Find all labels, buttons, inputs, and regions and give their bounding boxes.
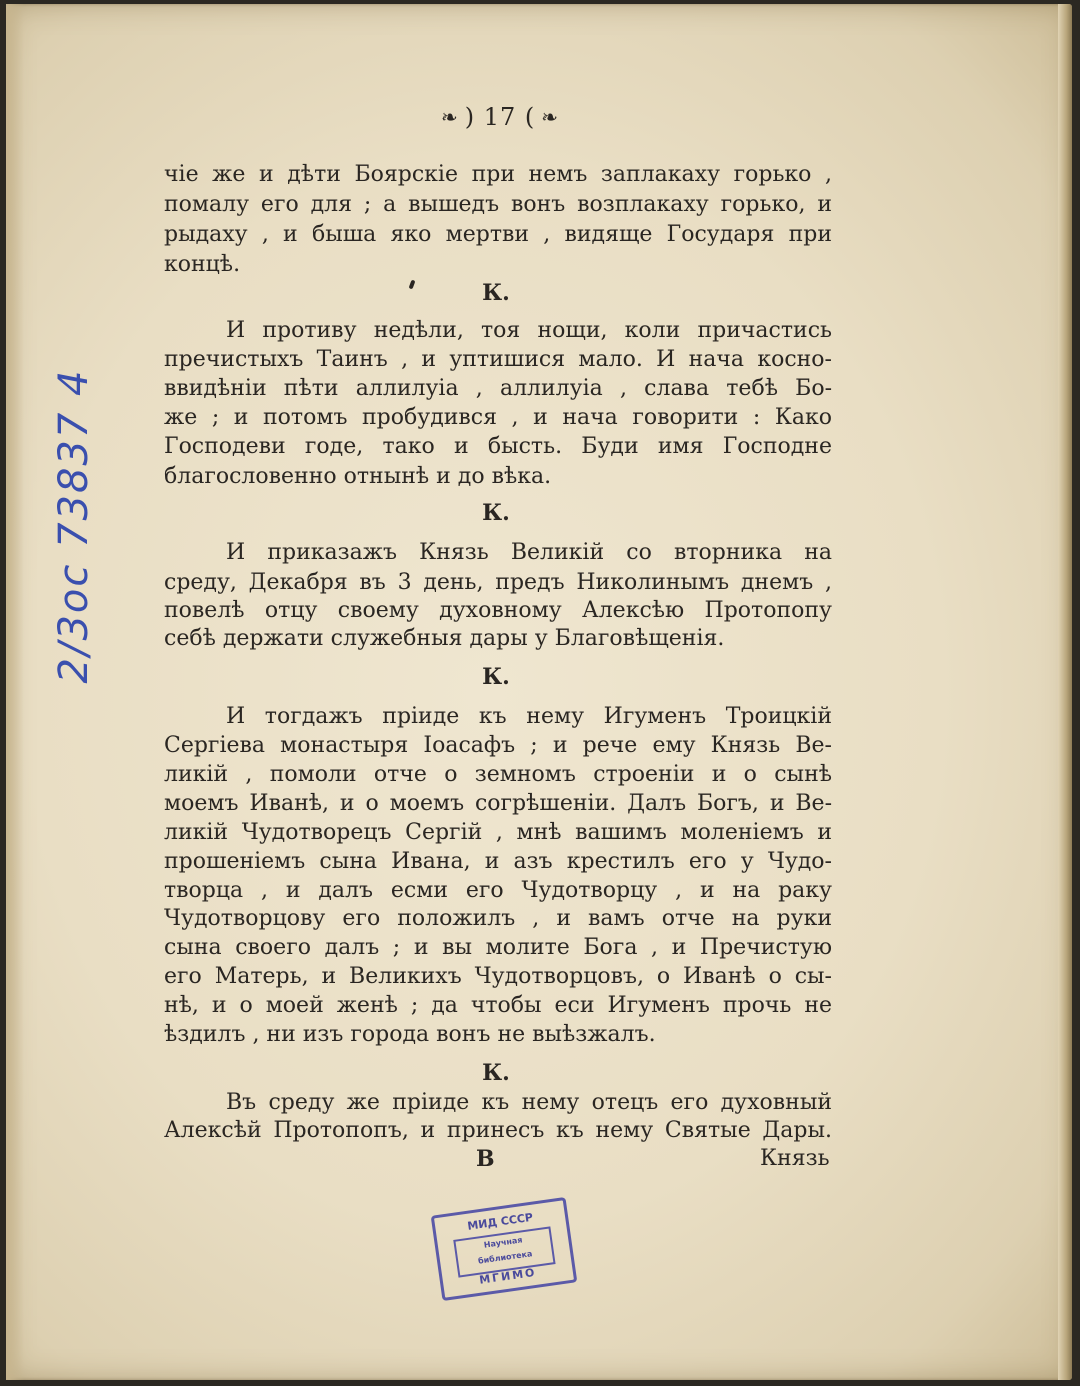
catchword-signature: В (476, 1146, 495, 1172)
page-gutter-shadow (6, 4, 24, 1380)
stamp-top-text: МИД СССР (466, 1210, 534, 1233)
section-heading: К. (482, 280, 510, 306)
book-page (6, 4, 1072, 1380)
text-line: чіе же и дѣти Боярскіе при немъ заплакаху горько , (164, 162, 832, 187)
section-heading: К. (482, 500, 510, 526)
text-line: концѣ. (164, 252, 241, 277)
stamp-line-2: библиотека (477, 1249, 533, 1266)
text-line: благословенно отнынѣ и до вѣка. (164, 464, 552, 489)
text-line: среду, Декабря въ 3 день, предъ Николинымъ днемъ , (164, 570, 832, 595)
text-line: его Матерь, и Великихъ Чудотворцовъ, о Иванѣ о сы- (164, 964, 832, 989)
text-line: повелѣ отцу своему духовному Алексѣю Протопопу (164, 598, 832, 623)
text-line: ликій , помоли отче о земномъ строеніи и о сынѣ (164, 762, 832, 787)
text-line: ликій Чудотворецъ Сергій , мнѣ вашимъ моленіемъ и (164, 820, 832, 845)
text-line: ввидѣніи пѣти аллилуіа , аллилуіа , слава тебѣ Бо- (164, 376, 832, 401)
text-line: рыдаху , и быша яко мертви , видяще Государя при (164, 222, 832, 247)
text-line: Въ среду же пріиде къ нему отецъ его духовный (226, 1090, 832, 1115)
ornament-right-icon: ❧ (541, 105, 560, 129)
text-line: себѣ держати служебныя дары у Благовѣщенія. (164, 626, 725, 651)
text-line: И противу недѣли, тоя нощи, коли причастись (226, 318, 832, 343)
catchword: Князь (760, 1146, 830, 1171)
text-line: сына своего далъ ; и вы молите Бога , и Пречистую (164, 935, 832, 960)
text-line: Господеви годе, тако и бысть. Буди имя Господне (164, 434, 832, 459)
section-heading: К. (482, 1060, 510, 1086)
text-line: И тогдажъ пріиде къ нему Игуменъ Троицкій (226, 704, 832, 729)
page-header (390, 100, 610, 134)
page-number: ) 17 ( (464, 103, 536, 131)
text-line: Алексѣй Протопопъ, и принесъ къ нему Святые Дары. (164, 1118, 832, 1143)
library-stamp (431, 1197, 578, 1301)
section-heading: К. (482, 664, 510, 690)
text-line: нѣ, и о моей женѣ ; да чтобы еси Игуменъ прочь не (164, 993, 832, 1018)
text-line: И приказажъ Князь Великій со вторника на (226, 540, 832, 565)
text-line: ѣздилъ , ни изъ города вонъ не выѣзжалъ. (164, 1022, 656, 1047)
text-line: творца , и далъ есми его Чудотворцу , и на раку (164, 878, 832, 903)
page-edge (1058, 4, 1072, 1380)
text-line: Сергіева монастыря Іоасафъ ; и рече ему Князь Ве- (164, 733, 832, 758)
handwritten-shelfmark (34, 368, 114, 684)
text-line: же ; и потомъ пробудився , и нача говорити : Како (164, 405, 832, 430)
text-line: Чудотворцову его положилъ , и вамъ отче на руки (164, 906, 832, 931)
text-line: пречистыхъ Таинъ , и уптишися мало. И нача косно- (164, 347, 832, 372)
ink-speck (409, 280, 416, 290)
text-line: моемъ Иванѣ, и о моемъ согрѣшеніи. Далъ Богъ, и Ве- (164, 791, 832, 816)
shelfmark-text: 2/3oc 73837 4 (51, 368, 97, 684)
stamp-bottom-text: МГИМО (478, 1265, 538, 1287)
ornament-left-icon: ❧ (440, 105, 459, 129)
text-line: помалу его для ; а вышедъ вонъ возплакаху горько, и (164, 192, 832, 217)
stamp-line-1: Научная (483, 1235, 523, 1250)
stamp-frame (431, 1197, 578, 1301)
text-line: прошеніемъ сына Ивана, и азъ крестилъ его у Чудо- (164, 849, 832, 874)
